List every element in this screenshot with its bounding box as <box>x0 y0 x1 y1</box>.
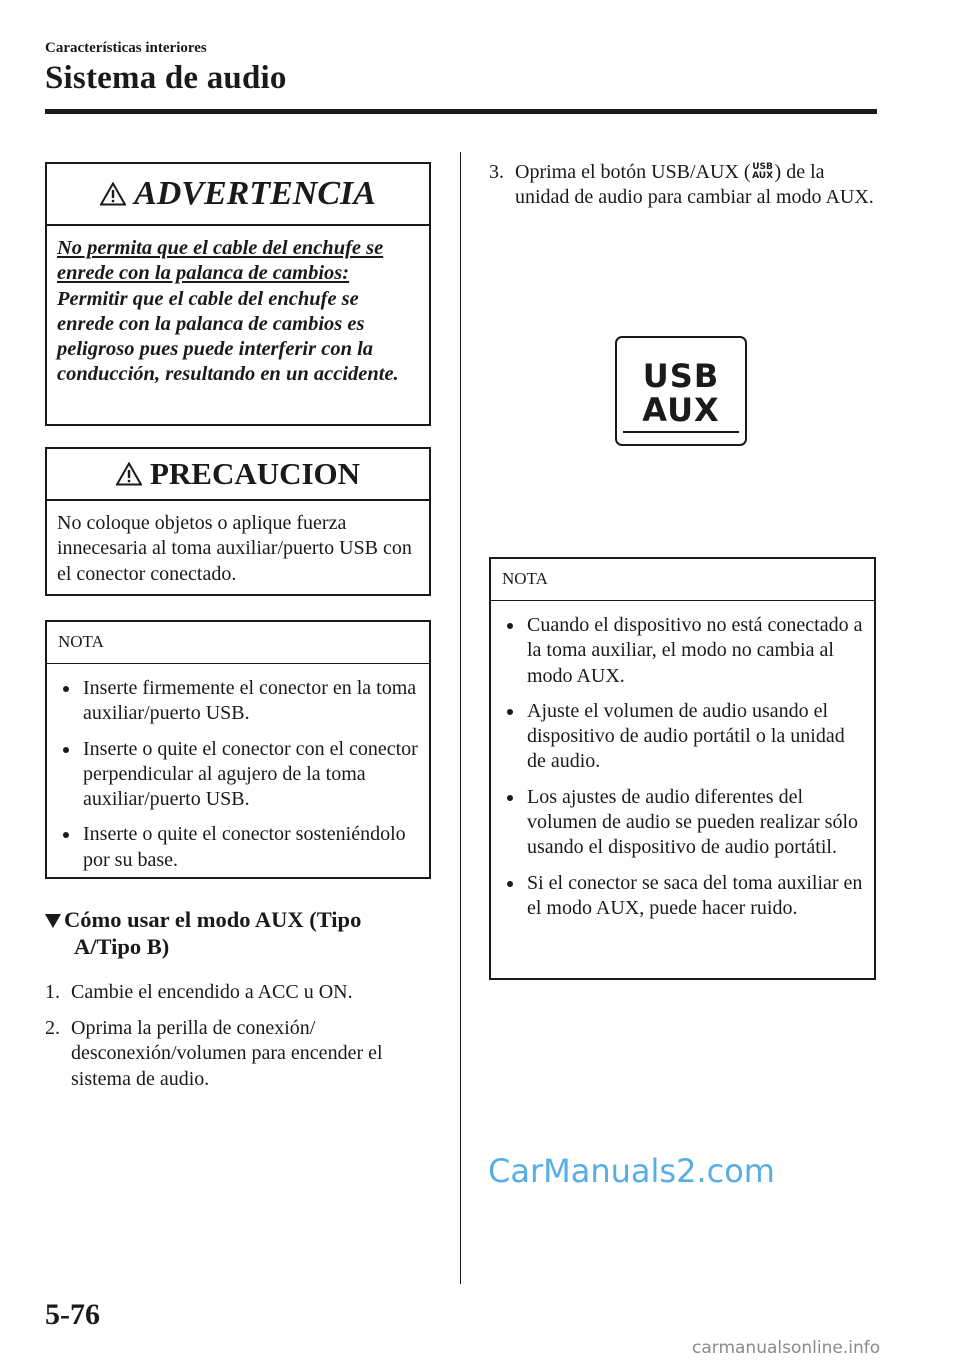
page-title: Sistema de audio <box>45 60 287 96</box>
subheading-line-1: Cómo usar el modo AUX (Tipo <box>64 907 362 932</box>
note-item <box>57 676 421 727</box>
caution-header <box>47 449 429 501</box>
section-kicker: Características interiores <box>45 40 207 56</box>
note-item <box>501 785 866 861</box>
caution-box <box>45 447 431 596</box>
caution-triangle-icon <box>116 462 142 486</box>
note-box-left <box>45 620 431 879</box>
warning-body <box>47 226 429 388</box>
step-number: 3. <box>489 161 504 183</box>
bullet-icon <box>63 747 69 753</box>
bullet-icon <box>63 832 69 838</box>
warning-text: Permitir que el cable del enchufe se enrede con la palanca de cambios es peligroso pues puede interferir con la conducción, resultando en un accidente. <box>57 287 399 386</box>
footer-site-link[interactable]: carmanualsonline.info <box>692 1338 881 1358</box>
step-text: Oprima la perilla de conexión/ desconexión/volumen para encender el sistema de audio. <box>71 1017 383 1090</box>
caution-body: No coloque objetos o aplique fuerza innecesaria al toma auxiliar/puerto USB con el conector conectado. <box>57 512 412 585</box>
aux-label: AUX <box>642 391 720 429</box>
bullet-icon <box>507 881 513 887</box>
note-list <box>47 664 429 873</box>
note-item <box>501 699 866 775</box>
note-box-right <box>489 557 876 980</box>
note-item <box>501 871 866 922</box>
warning-triangle-icon <box>100 182 126 206</box>
step-number: 2. <box>45 1017 60 1039</box>
warning-box <box>45 162 431 426</box>
page-number: 5-76 <box>45 1298 100 1331</box>
header-rule <box>45 109 877 114</box>
down-triangle-icon <box>45 914 61 928</box>
step-text-after: ) de la unidad de audio para cambiar al modo AUX. <box>515 161 874 209</box>
watermark: CarManuals2.com <box>488 1152 775 1190</box>
step-text <box>489 160 877 211</box>
usb-label: USB <box>642 357 720 395</box>
note-item-text: Los ajustes de audio diferentes del volumen de audio se pueden realizar sólo usando el dispositivo de audio portátil. <box>527 785 858 859</box>
note-list <box>491 601 874 921</box>
note-item-text: Inserte o quite el conector con el conector perpendicular al agujero de la toma auxiliar/puerto USB. <box>83 737 418 811</box>
button-underline <box>623 431 739 433</box>
step-2 <box>45 1016 435 1092</box>
warning-header <box>47 164 429 226</box>
bullet-icon <box>507 795 513 801</box>
note-item-text: Cuando el dispositivo no está conectado a la toma auxiliar, el modo no cambia al modo AUX. <box>527 614 863 687</box>
caution-title: PRECAUCION <box>149 456 361 491</box>
section-subheading <box>45 906 435 960</box>
step-text-before: Oprima el botón USB/AUX ( <box>515 161 751 183</box>
warning-underlined-text: No permita que el cable del enchufe se enrede con la palanca de cambios: <box>57 237 384 285</box>
note-item <box>57 822 421 873</box>
step-1 <box>45 980 435 1005</box>
note-item <box>57 737 421 813</box>
note-item-text: Ajuste el volumen de audio usando el dispositivo de audio portátil o la unidad de audio. <box>527 699 845 773</box>
note-item-text: Inserte firmemente el conector en la toma auxiliar/puerto USB. <box>83 677 417 725</box>
usb-aux-button-illustration <box>615 336 747 446</box>
bullet-icon <box>507 623 513 629</box>
note-heading: NOTA <box>491 559 874 601</box>
step-text: Cambie el encendido a ACC u ON. <box>71 981 353 1003</box>
note-item-text: Si el conector se saca del toma auxiliar en el modo AUX, puede hacer ruido. <box>527 871 863 919</box>
bullet-icon <box>63 686 69 692</box>
warning-title: ADVERTENCIA <box>134 175 376 212</box>
subheading-line-2: A/Tipo B) <box>74 934 170 959</box>
step-3 <box>489 160 877 211</box>
column-divider <box>460 152 461 1284</box>
note-item-text: Inserte o quite el conector sosteniéndolo por su base. <box>83 823 406 871</box>
note-item <box>501 613 866 689</box>
step-number: 1. <box>45 981 60 1003</box>
usb-aux-inline-icon: USB AUX <box>752 162 774 181</box>
bullet-icon <box>507 709 513 715</box>
note-heading: NOTA <box>47 622 429 664</box>
